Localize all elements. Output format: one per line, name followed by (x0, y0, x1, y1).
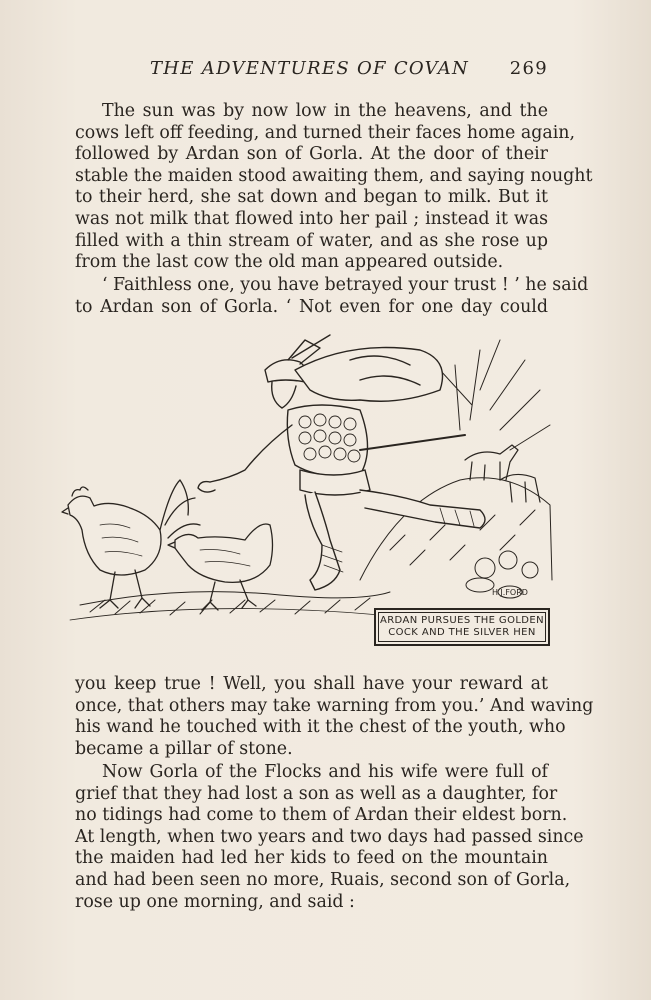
text-line: became a pillar of stone. (75, 738, 293, 759)
text-line: to Ardan son of Gorla. ‘ Not even for one day could (75, 296, 548, 317)
text-line: Now Gorla of the Flocks and his wife were full of (102, 762, 548, 782)
text-line: cows left off feeding, and turned their faces home again, (75, 122, 576, 143)
silver-hen (168, 524, 273, 610)
text-line: from the last cow the old man appeared outside. (75, 252, 504, 273)
caption-line-1: ARDAN PURSUES THE GOLDEN (379, 615, 545, 626)
text-line: his wand he touched with it the chest of the youth, who (75, 717, 566, 738)
text-line: filled with a thin stream of water, and as she rose up (75, 230, 548, 251)
page-number: 269 (509, 58, 548, 79)
ground-hatching (70, 592, 390, 620)
text-line: no tidings had come to them of Ardan their eldest born. (75, 805, 568, 826)
illustration-ardan-pursues-cock-and-hen (60, 330, 560, 650)
text-line: grief that they had lost a son as well as a daughter, for (75, 783, 558, 804)
illustration-caption (374, 608, 550, 646)
text-line: was not milk that flowed into her pail ; instead it was (75, 208, 548, 229)
paragraph-4 (75, 762, 584, 913)
text-line: ‘ Faithless one, you have betrayed your trust ! ’ he said (102, 275, 589, 295)
text-line: The sun was by now low in the heavens, and the (102, 101, 548, 121)
text-line: stable the maiden stood awaiting them, and saying nought (75, 165, 593, 186)
text-line: At length, when two years and two days had passed since (75, 826, 584, 847)
caption-line-2: COCK AND THE SILVER HEN (388, 627, 536, 638)
text-line: to their herd, she sat down and began to milk. But it (75, 187, 548, 208)
paragraph-1 (75, 101, 593, 274)
running-title: THE ADVENTURES OF COVAN (150, 58, 470, 79)
running-header (75, 58, 548, 84)
text-line: once, that others may take warning from you.’ And waving (75, 695, 594, 716)
text-line: the maiden had led her kids to feed on the mountain (75, 848, 548, 869)
text-line: followed by Ardan son of Gorla. At the door of their (75, 144, 548, 165)
goats (465, 445, 540, 502)
artist-signature: H.J.FORD (492, 588, 528, 597)
text-line: you keep true ! Well, you shall have your reward at (75, 674, 548, 694)
text-line: rose up one morning, and said : (75, 891, 355, 912)
paragraph-2 (75, 275, 589, 318)
text-line: and had been seen no more, Ruais, second son of Gorla, (75, 869, 571, 890)
paragraph-3 (75, 674, 594, 760)
